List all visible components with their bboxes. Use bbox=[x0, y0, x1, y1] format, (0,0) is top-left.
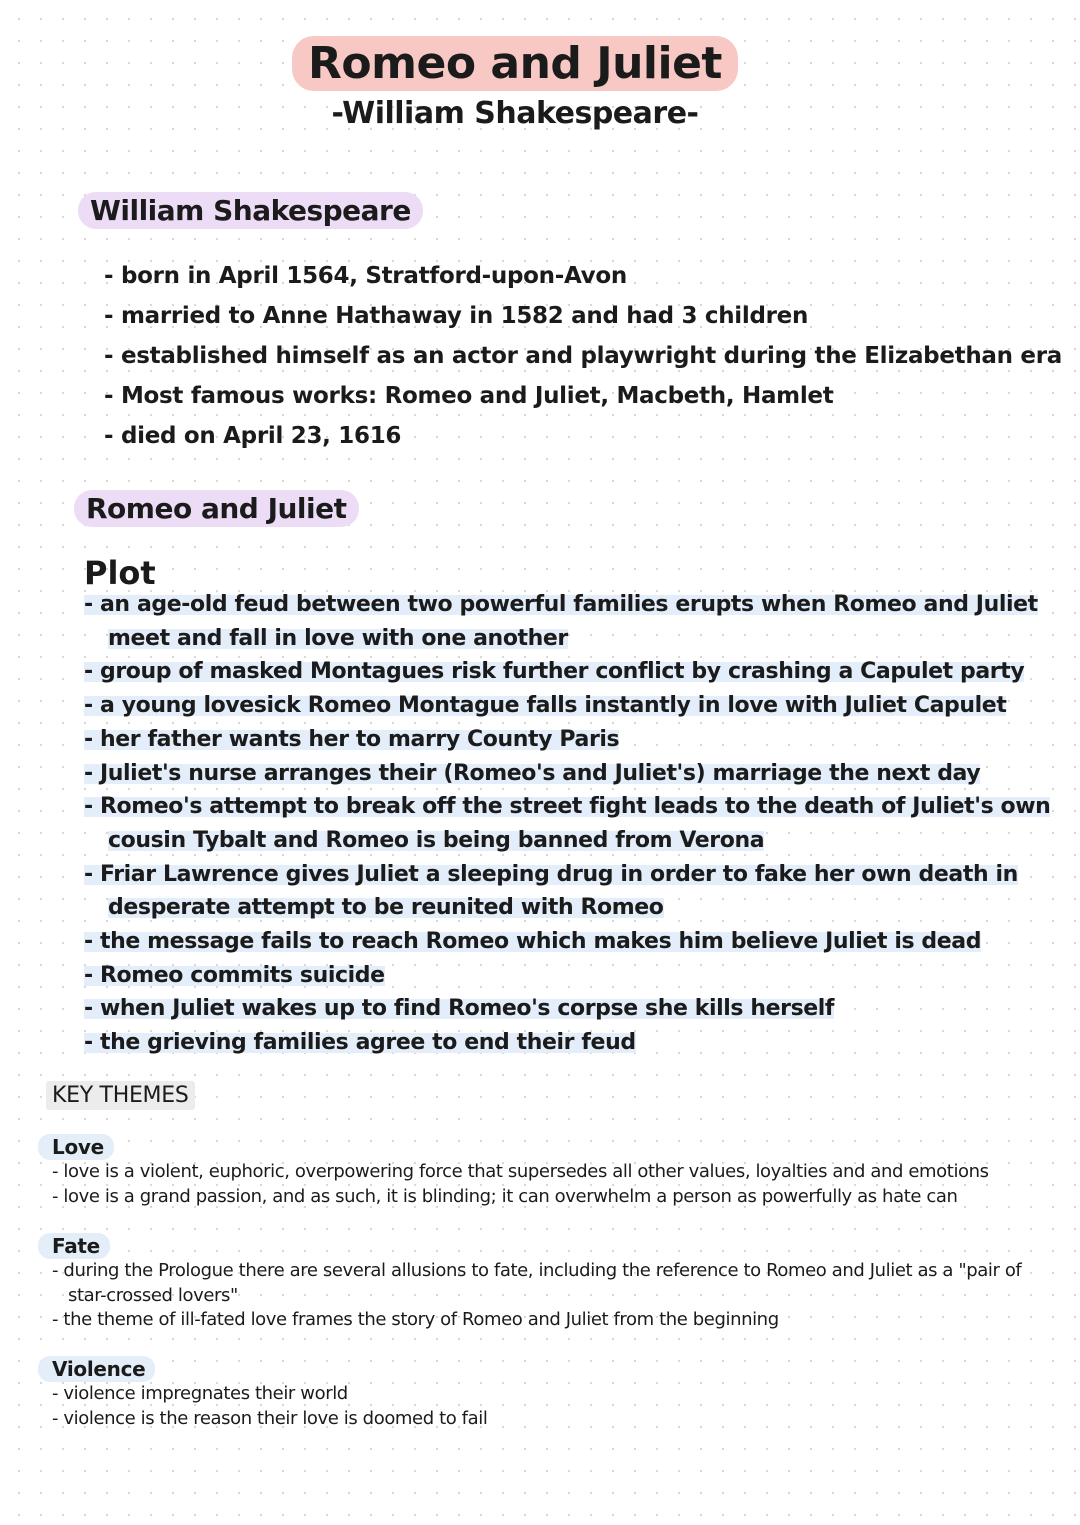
theme-item: - love is a violent, euphoric, overpowering force that supersedes all other values, loyalties and and emotions bbox=[52, 1161, 989, 1182]
plot-item-text: - group of masked Montagues risk further conflict by crashing a Capulet party bbox=[84, 659, 1025, 685]
bio-item: - Most famous works: Romeo and Juliet, Macbeth, Hamlet bbox=[104, 383, 834, 409]
theme-label-violence-text: Violence bbox=[38, 1356, 155, 1382]
theme-item: - the theme of ill-fated love frames the story of Romeo and Juliet from the beginning bbox=[52, 1309, 779, 1330]
plot-item-text: - the message fails to reach Romeo which makes him believe Juliet is dead bbox=[84, 929, 982, 955]
section-heading-author bbox=[78, 194, 423, 227]
page-subtitle: -William Shakespeare- bbox=[331, 96, 699, 131]
plot-item-text: - Juliet's nurse arranges their (Romeo's and Juliet's) marriage the next day bbox=[84, 760, 981, 786]
theme-label-love-text: Love bbox=[38, 1134, 114, 1160]
author-bio-list bbox=[104, 256, 1062, 456]
plot-item bbox=[84, 790, 1059, 857]
plot-item bbox=[84, 588, 1059, 655]
theme-list-love bbox=[52, 1160, 1052, 1209]
plot-item-text: - when Juliet wakes up to find Romeo's corpse she kills herself bbox=[84, 996, 835, 1022]
plot-item bbox=[84, 655, 1059, 689]
plot-item bbox=[84, 723, 1059, 757]
page-title-text: Romeo and Juliet bbox=[292, 36, 738, 91]
section-heading-story bbox=[74, 492, 359, 525]
plot-item-text: - Friar Lawrence gives Juliet a sleeping drug in order to fake her own death in desperate attempt to be reunited with Romeo bbox=[84, 861, 1018, 921]
plot-item-text: - Romeo commits suicide bbox=[84, 962, 385, 988]
theme-item: - love is a grand passion, and as such, it is blinding; it can overwhelm a person as powerfully as hate can bbox=[52, 1185, 958, 1207]
theme-label-violence bbox=[38, 1357, 155, 1381]
section-heading-author-text: William Shakespeare bbox=[78, 192, 423, 229]
plot-list bbox=[84, 588, 1059, 1060]
theme-label-love bbox=[38, 1135, 114, 1159]
theme-list-violence bbox=[52, 1382, 1052, 1431]
plot-item bbox=[84, 925, 1059, 959]
theme-label-fate bbox=[38, 1234, 110, 1258]
key-themes-heading-text: KEY THEMES bbox=[46, 1081, 195, 1110]
plot-title: Plot bbox=[84, 554, 156, 592]
bio-item: - established himself as an actor and playwright during the Elizabethan era bbox=[104, 343, 1062, 369]
plot-item-text: - her father wants her to marry County Paris bbox=[84, 726, 620, 752]
bio-item: - born in April 1564, Stratford-upon-Avon bbox=[104, 263, 627, 289]
plot-item bbox=[84, 959, 1059, 993]
theme-item: - during the Prologue there are several allusions to fate, including the reference to Romeo and Juliet as a "pair of star-crossed lovers" bbox=[52, 1260, 1022, 1306]
bio-item: - died on April 23, 1616 bbox=[104, 423, 402, 449]
plot-item bbox=[84, 858, 1059, 925]
plot-item bbox=[84, 992, 1059, 1026]
plot-item-text: - the grieving families agree to end their feud bbox=[84, 1030, 636, 1056]
bio-item: - married to Anne Hathaway in 1582 and had 3 children bbox=[104, 303, 809, 329]
theme-list-fate bbox=[52, 1259, 1032, 1333]
plot-item-text: - an age-old feud between two powerful families erupts when Romeo and Juliet meet and fall in love with one another bbox=[84, 592, 1038, 651]
page-title bbox=[0, 38, 1030, 89]
plot-item bbox=[84, 1026, 1059, 1060]
plot-item-text: - Romeo's attempt to break off the street fight leads to the death of Juliet's own cousin Tybalt and Romeo is being banned from Verona bbox=[84, 794, 1051, 853]
plot-item-text: - a young lovesick Romeo Montague falls instantly in love with Juliet Capulet bbox=[84, 693, 1007, 719]
key-themes-heading bbox=[46, 1083, 195, 1108]
plot-item bbox=[84, 757, 1059, 791]
theme-label-fate-text: Fate bbox=[38, 1233, 110, 1259]
theme-item: - violence impregnates their world bbox=[52, 1383, 348, 1404]
section-heading-story-text: Romeo and Juliet bbox=[74, 490, 359, 527]
theme-item: - violence is the reason their love is doomed to fail bbox=[52, 1407, 488, 1429]
plot-item bbox=[84, 689, 1059, 723]
